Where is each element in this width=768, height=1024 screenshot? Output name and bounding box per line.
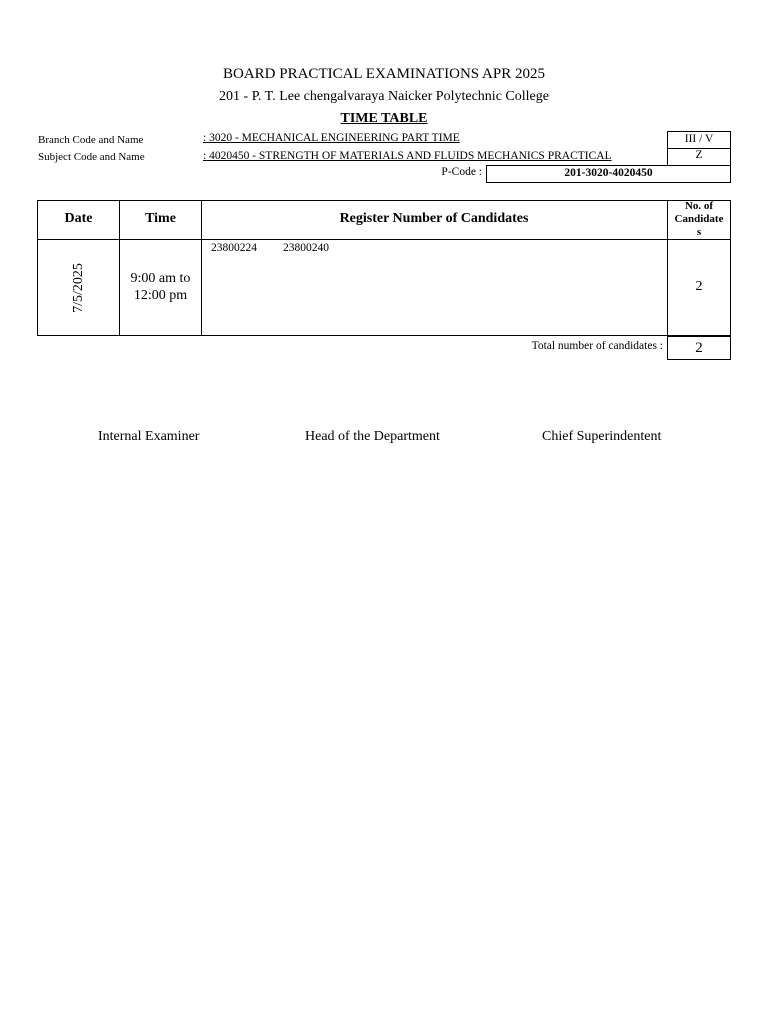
count-header-line: No. of [684, 200, 714, 212]
count-header-line: Candidate [674, 213, 724, 225]
date-cell [37, 240, 120, 336]
college-name: 201 - P. T. Lee chengalvaraya Naicker Polytechnic College [219, 89, 549, 104]
candidate-count: 2 [695, 279, 703, 294]
pcode-label: P-Code : [441, 166, 482, 178]
date-header: Date [64, 211, 93, 226]
candidate-count-header [667, 200, 731, 239]
branch-value: : 3020 - MECHANICAL ENGINEERING PART TIME [203, 132, 460, 144]
semester-box: III / V [667, 131, 731, 149]
total-label: Total number of candidates : [531, 340, 663, 352]
hod-signature: Head of the Department [305, 429, 440, 444]
exam-date: 7/5/2025 [70, 263, 86, 313]
chief-superintendent-signature: Chief Superindentent [542, 429, 662, 444]
internal-examiner-signature: Internal Examiner [98, 429, 200, 444]
time-line: 9:00 am to [130, 271, 191, 286]
register-number: 23800240 [283, 242, 329, 254]
pcode-value: 201-3020-4020450 [486, 165, 731, 183]
count-header-line: s [696, 226, 702, 238]
subject-value: : 4020450 - STRENGTH OF MATERIALS AND FLUIDS MECHANICS PRACTICAL [203, 150, 612, 162]
scheme-box: Z [667, 148, 731, 166]
time-header: Time [145, 211, 176, 226]
branch-label: Branch Code and Name [38, 134, 144, 146]
time-table-heading: TIME TABLE [340, 111, 428, 126]
header-divider [37, 239, 731, 240]
exam-time [120, 270, 201, 304]
exam-title: BOARD PRACTICAL EXAMINATIONS APR 2025 [223, 66, 545, 82]
register-header: Register Number of Candidates [339, 211, 529, 226]
subject-label: Subject Code and Name [38, 151, 145, 163]
register-number: 23800224 [211, 242, 257, 254]
total-value: 2 [667, 336, 731, 360]
time-line: 12:00 pm [133, 288, 188, 303]
